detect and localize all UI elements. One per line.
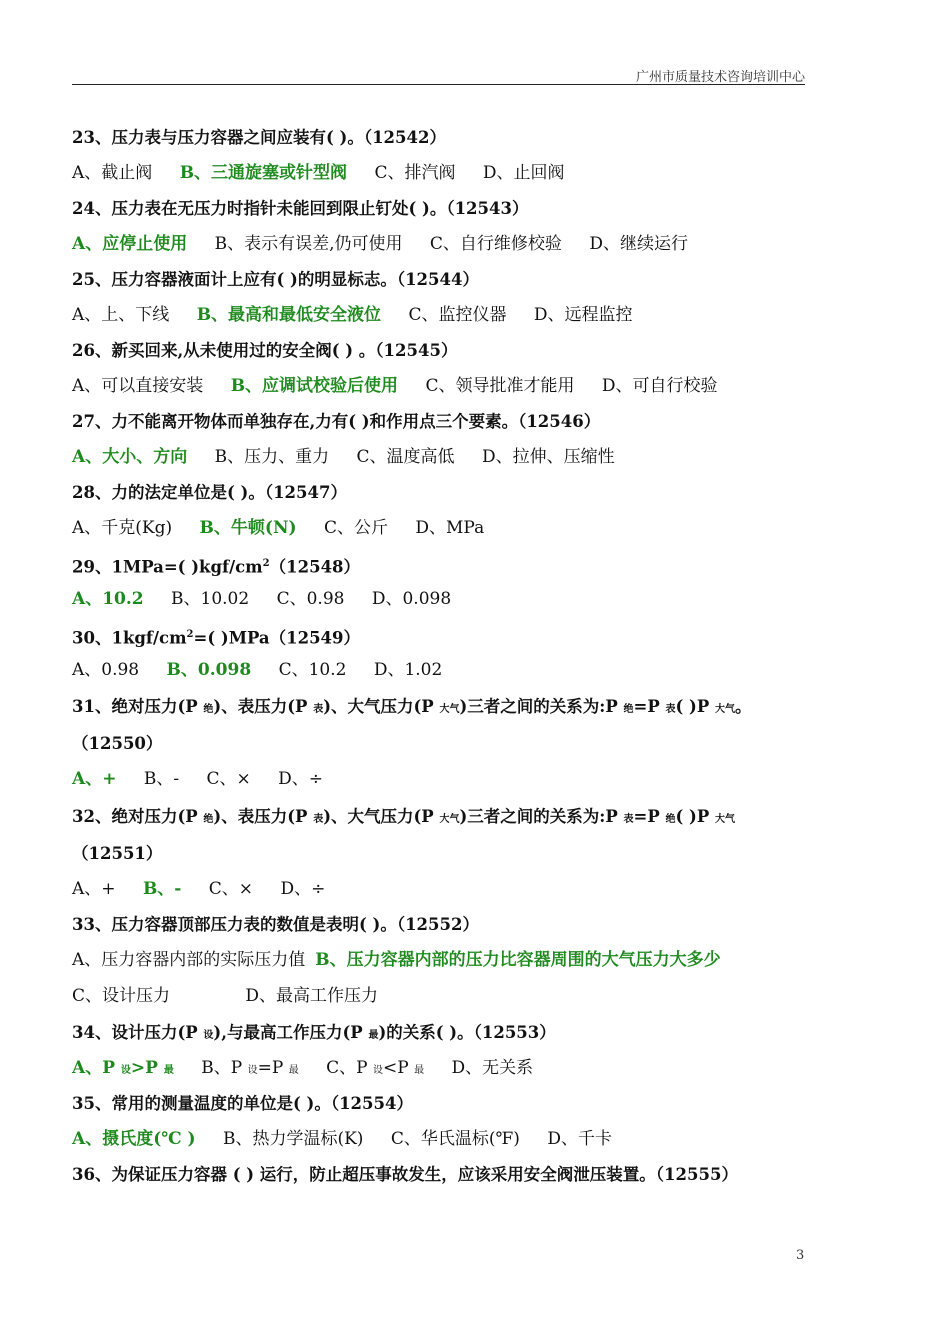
option-a: A、千克(Kg) <box>72 517 173 538</box>
option-b-answer: B、最高和最低安全液位 <box>196 304 382 325</box>
option-a: A、压力容器内部的实际压力值 <box>72 949 306 970</box>
option-a-answer: A、10.2 <box>72 588 144 609</box>
option-a-answer: A、摄氏度(℃ ) <box>72 1128 196 1149</box>
options-29 <box>72 582 812 618</box>
option-d: D、止回阀 <box>482 162 565 183</box>
option-b-answer: B、应调试校验后使用 <box>230 375 399 396</box>
option-c: C、监控仪器 <box>408 304 507 325</box>
option-b: B、表示有误差,仍可使用 <box>214 233 403 254</box>
question-36: 36、为保证压力容器 ( ) 运行，防止超压事故发生，应该采用安全阀泄压装置。（12555） <box>72 1165 738 1184</box>
option-c: C、0.98 <box>276 588 345 609</box>
option-d: D、继续运行 <box>589 233 688 254</box>
question-28: 28、力的法定单位是( )。（12547） <box>72 483 347 502</box>
option-b-answer: B、0.098 <box>166 659 252 680</box>
option-b-answer: B、三通旋塞或针型阀 <box>179 162 348 183</box>
options-34 <box>72 1051 812 1087</box>
option-b-answer: B、牛顿(N) <box>199 517 297 538</box>
option-a: A、可以直接安装 <box>72 375 204 396</box>
option-a: A、上、下线 <box>72 304 170 325</box>
option-c: C、自行维修校验 <box>429 233 562 254</box>
option-b: B、热力学温标(K) <box>222 1128 364 1149</box>
options-32 <box>72 872 812 908</box>
option-d: D、1.02 <box>373 659 443 680</box>
option-a-answer: A、P 设>P 最 <box>72 1057 174 1078</box>
option-c: C、设计压力 <box>72 986 171 1006</box>
option-b: B、10.02 <box>171 588 250 609</box>
question-34: 34、设计压力(P 设),与最高工作压力(P 最)的关系( )。（12553） <box>72 1023 556 1042</box>
option-c: C、× <box>206 769 251 789</box>
question-35: 35、常用的测量温度的单位是( )。（12554） <box>72 1094 413 1113</box>
question-list <box>72 120 812 1193</box>
header-title: 广州市质量技术咨询培训中心 <box>635 70 805 85</box>
option-d: D、÷ <box>280 878 326 899</box>
option-c: C、排汽阀 <box>374 162 456 183</box>
option-c: C、10.2 <box>278 659 347 680</box>
options-33-row2 <box>72 978 812 1015</box>
options-25 <box>72 298 812 334</box>
option-d: D、÷ <box>278 769 324 789</box>
options-24 <box>72 227 812 263</box>
question-23: 23、压力表与压力容器之间应装有( )。（12542） <box>72 128 446 147</box>
option-b-answer: B、压力容器内部的压力比容器周围的大气压力大多少 <box>315 949 721 970</box>
options-27 <box>72 440 812 476</box>
options-30 <box>72 653 812 689</box>
option-a: A、+ <box>72 878 116 899</box>
option-d: D、远程监控 <box>533 304 633 325</box>
options-28 <box>72 511 812 547</box>
option-d: D、可自行校验 <box>601 375 718 396</box>
question-29: 29、1MPa=( )$kgf/cm^2(12548)$ <box>72 557 361 577</box>
option-d: D、0.098 <box>371 588 452 609</box>
option-d: D、MPa <box>415 517 485 538</box>
question-31-code: （12550） <box>72 734 163 753</box>
option-a-answer: A、应停止使用 <box>72 233 188 254</box>
options-33-row1 <box>72 943 812 979</box>
question-27: 27、力不能离开物体而单独存在,力有( )和作用点三个要素。（12546） <box>72 412 601 431</box>
option-a: A、0.98 <box>72 659 140 680</box>
options-23 <box>72 156 812 192</box>
option-b: B、P 设=P 最 <box>201 1057 299 1078</box>
page-number: 3 <box>796 1248 805 1263</box>
option-a: A、截止阀 <box>72 162 153 183</box>
question-24: 24、压力表在无压力时指针未能回到限止钉处( )。（12543） <box>72 199 529 218</box>
option-b: B、压力、重力 <box>214 446 330 467</box>
option-c: C、华氏温标(℉) <box>390 1128 520 1149</box>
option-c: C、× <box>208 878 254 899</box>
option-b-answer: B、- <box>142 878 182 899</box>
question-30: 30、$1kgf/cm^2=$( )MPa（12549） <box>72 628 361 648</box>
option-c: C、P 设<P 最 <box>326 1057 425 1078</box>
option-a-answer: A、大小、方向 <box>72 446 188 467</box>
question-31: 31、绝对压力(P 绝)、表压力(P 表)、大气压力(P 大气)三者之间的关系为:P 绝=P 表( )P 大气。 <box>72 697 752 716</box>
question-33: 33、压力容器顶部压力表的数值是表明( )。（12552） <box>72 915 479 934</box>
option-d: D、千卡 <box>547 1128 612 1149</box>
question-32-code: （12551） <box>72 843 163 863</box>
question-26: 26、新买回来,从未使用过的安全阀( ) 。（12545） <box>72 341 458 360</box>
option-a-answer: A、+ <box>72 769 117 789</box>
option-d: D、无关系 <box>451 1057 534 1078</box>
option-c: C、公斤 <box>323 517 388 538</box>
question-32: 32、绝对压力(P 绝)、表压力(P 表)、大气压力(P 大气)三者之间的关系为:P 表=P 绝( )P 大气 <box>72 806 736 826</box>
option-d: D、最高工作压力 <box>245 986 379 1006</box>
option-d: D、拉伸、压缩性 <box>481 446 615 467</box>
question-25: 25、压力容器液面计上应有( )的明显标志。（12544） <box>72 270 479 289</box>
option-c: C、领导批准才能用 <box>425 375 575 396</box>
option-b: B、- <box>143 769 180 789</box>
options-31 <box>72 762 812 798</box>
option-c: C、温度高低 <box>356 446 455 467</box>
options-35 <box>72 1122 812 1158</box>
page-header <box>72 64 805 85</box>
options-26 <box>72 369 812 405</box>
